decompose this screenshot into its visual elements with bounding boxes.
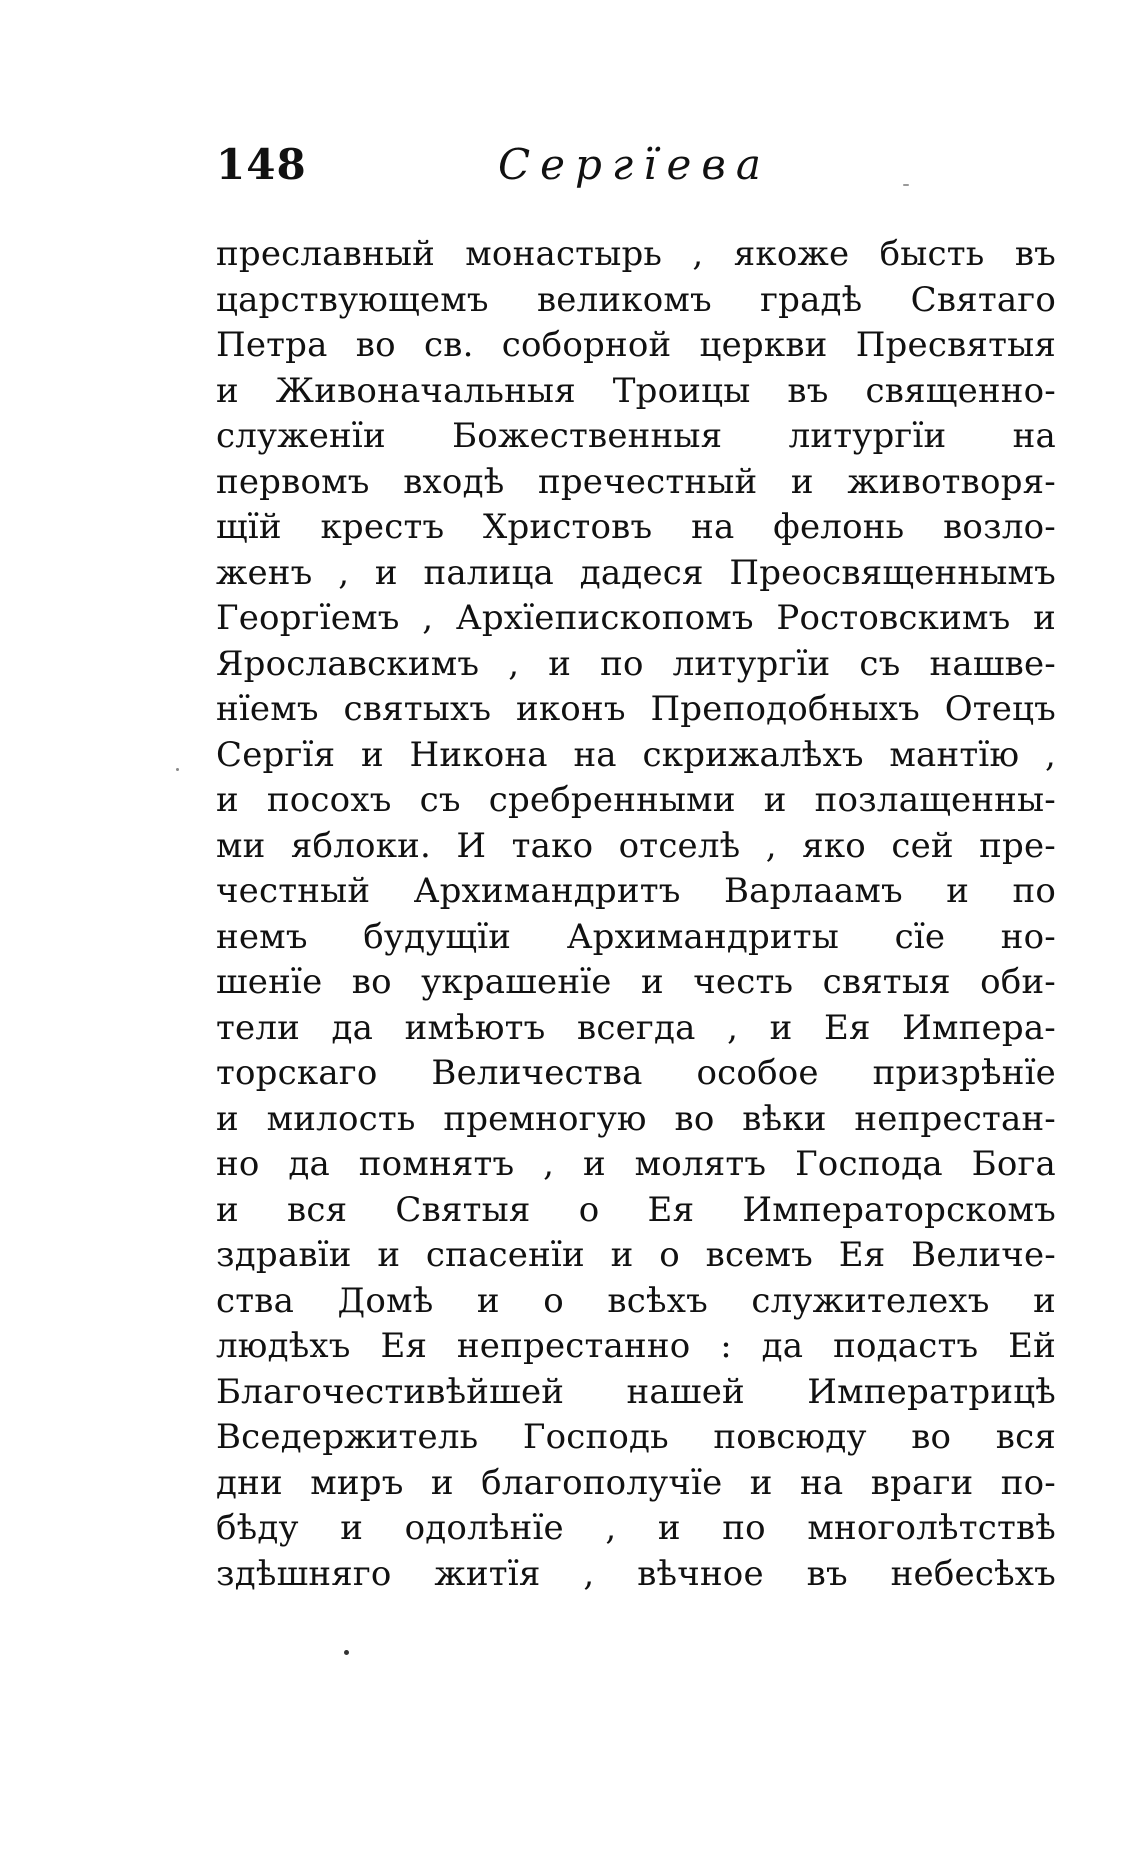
ink-speck [176,768,179,771]
text-line: царствующемъ великомъ градѣ Святаго [216,279,1056,320]
text-line: и Живоначальныя Троицы въ священно- [216,370,1056,411]
text-line: Петра во св. соборной церкви Пресвятыя [216,325,1056,365]
text-line: и посохъ съ сребренными и позлащенны- [216,780,1056,820]
body-text [216,232,1056,1597]
text-line: здравїи и спасенїи и о всемъ Ея Величе- [216,1235,1056,1275]
text-line: здѣшняго житїя , вѣчное въ небесѣхъ [216,1553,1056,1594]
text-line: Ярославскимъ , и по литургїи съ нашве- [216,643,1056,684]
text-line: Георгїемъ , Архїепископомъ Ростовскимъ и [216,598,1056,638]
running-title: Сергїева [498,140,771,189]
text-line: женъ , и палица дадеся Преосвященнымъ [216,552,1056,593]
text-line: преславный монастырь , якоже бысть въ [216,234,1056,274]
text-line: ства Домѣ и о всѣхъ служителехъ и [216,1280,1056,1321]
text-line: Благочестивѣйшей нашей Императрицѣ [216,1371,1056,1412]
ink-speck [903,184,909,186]
text-line: дни миръ и благополучїе и на враги по- [216,1462,1056,1503]
text-line: торскаго Величества особое призрѣнїе [216,1053,1056,1093]
text-line: но да помнятъ , и молятъ Господа Бога [216,1144,1056,1184]
text-line: Вседержитель Господь повсюду во вся [216,1417,1056,1457]
page-header [216,140,1056,200]
text-line: первомъ входѣ пречестный и животворя- [216,461,1056,502]
text-line: служенїи Божественныя литургїи на [216,416,1056,456]
text-line: Сергїя и Никона на скрижалѣхъ мантїю , [216,734,1056,775]
text-line: щїй крестъ Христовъ на фелонь возло- [216,507,1056,547]
text-line: честный Архимандритъ Варлаамъ и по [216,871,1056,911]
text-line: нїемъ святыхъ иконъ Преподобныхъ Отецъ [216,689,1056,729]
text-line: людѣхъ Ея непрестанно : да подастъ Ей [216,1326,1056,1366]
text-line: и вся Святыя о Ея Императорскомъ [216,1189,1056,1230]
text-line: ми яблоки. И тако отселѣ , яко сей пре- [216,825,1056,866]
text-line: тели да имѣютъ всегда , и Ея Импера- [216,1007,1056,1048]
text-line: шенїе во украшенїе и честь святыя оби- [216,962,1056,1002]
text-line: немъ будущїи Архимандриты сїе но- [216,916,1056,957]
page-number: 148 [216,140,307,189]
ink-speck [344,1650,349,1655]
text-line: бѣду и одолѣнїе , и по многолѣтствѣ [216,1508,1056,1548]
text-line: и милость премногую во вѣки непрестан- [216,1098,1056,1139]
